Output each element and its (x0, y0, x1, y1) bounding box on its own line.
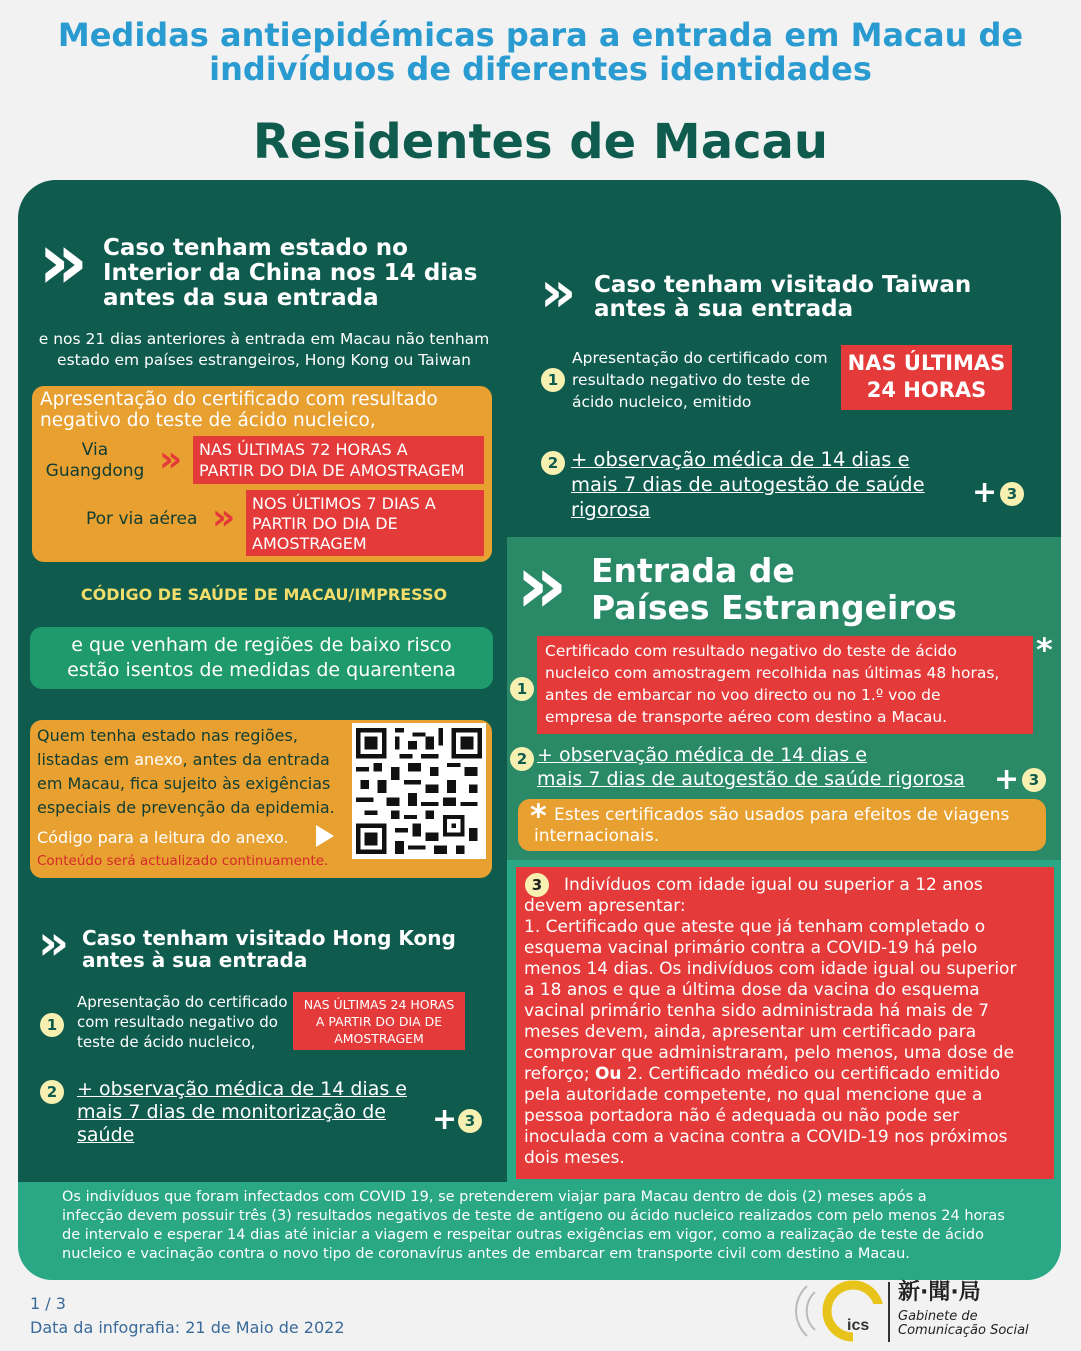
annex-qr-code[interactable] (352, 723, 486, 859)
ref-number-3: 3 (458, 1109, 482, 1133)
low-risk-text: e que venham de regiões de baixo risco estão isentos de medidas de quarentena (67, 634, 456, 681)
hongkong-heading: Caso tenham visitado Hong Kong antes à sua entrada (82, 926, 456, 972)
item-number-1: 1 (510, 677, 534, 701)
logo-portuguese: Gabinete de Comunicação Social (898, 1309, 1029, 1338)
infographic-date: Data da infografia: 21 de Maio de 2022 (30, 1318, 345, 1337)
hongkong-item2-text: + observação médica de 14 dias e mais 7 dias de monitorização de saúde (77, 1078, 407, 1146)
double-chevron-icon: » (212, 497, 228, 538)
arrow-right-icon (316, 825, 334, 847)
foreign-cert-box: Certificado com resultado negativo do teste de ácido nucleico com amostragem recolhida nas últimas 48 horas, antes de embarcar no voo directo ou no 1.º voo de empresa de transporte aéreo com destino a Macau. (537, 636, 1033, 734)
logo-chinese: 新·聞·局 (898, 1280, 981, 1305)
hongkong-item1-text: Apresentação do certificado com resultado negativo do teste de ácido nucleico, (77, 993, 288, 1051)
ref-number-3: 3 (1022, 768, 1046, 792)
via-guangdong-deadline: NAS ÚLTIMAS 72 HORAS A PARTIR DO DIA DE AMOSTRAGEM (193, 436, 484, 484)
taiwan-item1-text: Apresentação do certificado com resultado negativo do teste de ácido nucleico, emitido (572, 349, 828, 411)
via-guangdong-label: Via Guangdong (45, 440, 145, 481)
foreign-heading: Entrada de Países Estrangeiros (591, 551, 957, 627)
ref-number-3: 3 (1000, 482, 1024, 506)
asterisk-icon: * (530, 797, 547, 835)
section-title: Residentes de Macau (252, 114, 829, 170)
plus-sign: + (972, 475, 998, 510)
mainland-heading: Caso tenham estado no Interior da China nos 14 dias antes da sua entrada (103, 235, 478, 311)
vaccine-text: Indivíduos com idade igual ou superior a 12 anos devem apresentar: 1. Certificado que ateste que já tenham completado o esquema vacinal primário contra a COVID-19 há pelo menos 14 dias. Os indivíduos com idade igual ou superior a 18 anos e que a última dose da vacina do esquema vacinal primário tenha sido administrada há mais de 7 meses devem, ainda, apresentar um certificado para comprovar que administraram, pelo menos, uma dose de reforço; Ou 2. Certificado médico ou certificado emitido pela autoridade competente, no qual mencione que a pessoa portadora não é adequada ou não pode ser inoculada com a vacina contra a COVID-19 nos próximos dois meses. (524, 875, 1017, 1168)
item-number-1: 1 (40, 1013, 64, 1037)
mainland-intro: e nos 21 dias anteriores à entrada em Macau não tenham estado em países estrangeiros, Hong Kong ou Taiwan (38, 330, 490, 369)
page-number: 1 / 3 (30, 1294, 66, 1313)
annex-text: Quem tenha estado nas regiões, listadas em anexo, antes da entrada em Macau, fica sujeito às exigências especiais de prevenção da epidemia. (37, 726, 335, 817)
item-number-2: 2 (510, 747, 534, 771)
taiwan-heading: Caso tenham visitado Taiwan antes à sua entrada (594, 272, 972, 322)
chevron-icon: » (38, 217, 75, 307)
item-number-2: 2 (541, 451, 565, 475)
plus-sign: + (994, 762, 1020, 797)
qr-code-icon (356, 727, 482, 855)
gcs-logo-icon (795, 1278, 885, 1344)
item-number-3: 3 (525, 873, 549, 897)
item-number-1: 1 (541, 368, 565, 392)
via-aerea-label: Por via aérea (86, 509, 198, 529)
annex-update-note: Conteúdo será actualizado continuamente. (37, 853, 329, 869)
annex-code-label: Código para a leitura do anexo. (37, 828, 289, 847)
chevron-icon: » (38, 915, 61, 971)
via-aerea-deadline: NOS ÚLTIMOS 7 DIAS A PARTIR DO DIA DE AMOSTRAGEM (246, 490, 484, 556)
asterisk-icon: * (1036, 631, 1053, 669)
double-chevron-icon: » (159, 439, 175, 480)
chevron-icon: » (540, 260, 567, 325)
logo-divider (888, 1282, 890, 1342)
svg-text:ics: ics (847, 1317, 870, 1334)
hongkong-deadline: NAS ÚLTIMAS 24 HORAS A PARTIR DO DIA DE AMOSTRAGEM (293, 992, 465, 1050)
taiwan-item2-text: + observação médica de 14 dias e mais 7 dias de autogestão de saúde rigorosa (571, 448, 925, 521)
mainland-cert-text: Apresentação do certificado com resultado negativo do teste de ácido nucleico, (40, 389, 438, 431)
page-title: Medidas antiepidémicas para a entrada em Macau de indivíduos de diferentes identidades (57, 16, 1024, 88)
chevron-icon: » (516, 538, 553, 631)
taiwan-deadline: NAS ÚLTIMAS 24 HORAS (841, 345, 1012, 410)
annex-link[interactable]: anexo (134, 750, 183, 769)
foreign-item2-text: + observação médica de 14 dias e mais 7 dias de autogestão de saúde rigorosa (537, 744, 965, 790)
covid-recovered-note: Os indivíduos que foram infectados com COVID 19, se pretenderem viajar para Macau dentro de dois (2) meses após a infecção devem possuir três (3) resultados negativos de teste de antígeno ou ácido nucleico realizados com pelo menos 24 horas de intervalo e esperar 14 dias até iniciar a viagem e respeitar outras exigências em vigor, como a realização de teste de ácido nucleico e vacinação contra o novo tipo de coronavírus antes de embarcar em transporte civil com destino a Macau. (62, 1189, 1005, 1262)
plus-sign: + (432, 1102, 458, 1137)
foreign-note-text: Estes certificados são usados para efeitos de viagens internacionais. (534, 805, 1010, 846)
health-code-label: CÓDIGO DE SAÚDE DE MACAU/IMPRESSO (80, 585, 448, 604)
item-number-2: 2 (40, 1080, 64, 1104)
